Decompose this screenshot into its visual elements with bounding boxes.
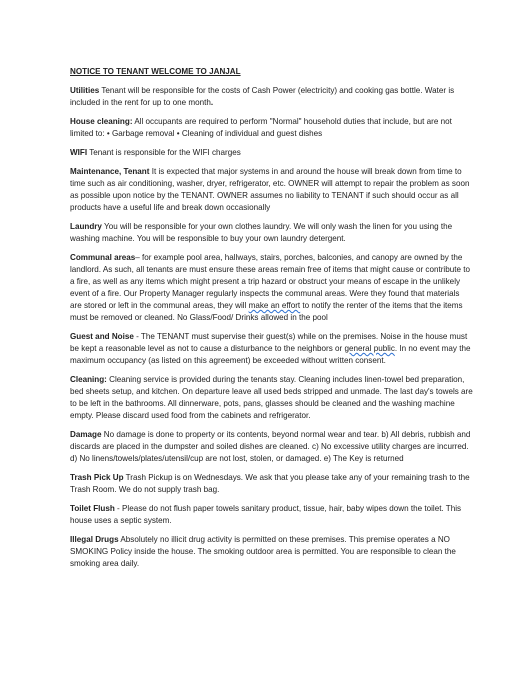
spellcheck-underlined-text: general public (344, 344, 395, 353)
section-heading: Trash Pick Up (70, 473, 124, 482)
section-text: - Please do not flush paper towels sanitary product, tissue, hair, baby wipes down the toilet. This house uses a septic system. (70, 504, 462, 525)
section-utilities (70, 85, 473, 109)
section-text-continued: . In no event may the maximum occupancy (as listed on this agreement) be exceeded without written consent. (70, 344, 471, 365)
section-text: Tenant is responsible for the WIFI charges (87, 148, 241, 157)
section-text: No damage is done to property or its contents, beyond normal wear and tear. b) All debris, rubbish and discards are placed in the dumpster and soiled dishes are cleaned. c) No excessive utility charges are incurred. d) No linens/towels/plates/utensil/cup are not lost, stolen, or damaged. e) The Key is returned (70, 430, 471, 463)
section-heading: Utilities (70, 86, 100, 95)
section-text: - The TENANT must supervise their guest(s) while on the premises. Noise in the house must be kept a reasonable level as not to cause a disturbance to the neighbors or (70, 332, 468, 353)
section-toilet-flush (70, 503, 473, 527)
section-text: Cleaning service is provided during the tenants stay. Cleaning includes linen-towel bed preparation, bed sheets setup, and kitchen. On departure leave all used beds stripped and unmade. The last day's towels are to be left in the bathrooms. All dinnerware, pots, pans, glasses should be cleaned and the washing machine empty. Please discard used food from the cabinets and refrigerator. (70, 375, 473, 420)
section-damage (70, 429, 473, 465)
section-text: Tenant will be responsible for the costs of Cash Power (electricity) and cooking gas bottle. Water is included in the rent for up to one month (70, 86, 455, 107)
section-text: You will be responsible for your own clothes laundry. We will only wash the linen for you using the washing machine. You will be responsible to buy your own laundry detergent. (70, 222, 453, 243)
section-heading: Communal areas (70, 253, 136, 262)
section-heading: WIFI (70, 148, 88, 157)
section-text: It is expected that major systems in and around the house will break down from time to time such as air conditioning, washer, dryer, refrigerator, etc. OWNER will attempt to repair the problem as soon as possible upon notice by the TENANT. OWNER assumes no liability to TENANT if such should occur as all products have a useful life and break down occasionally (70, 167, 470, 212)
section-cleaning (70, 374, 473, 422)
section-heading: Cleaning: (70, 375, 107, 384)
section-text: – for example pool area, hallways, stairs, porches, balconies, and canopy are owned by the landlord. As such, all tenants are must ensure these areas remain free of items that might cause or contribute to a fire, as well as any items which might present a trip hazard or obstruct your means of escape in the unlikely event of a fire. Our Property Manager regularly inspects the communal areas. Were they found that materials are stored or left in the communal areas, they will (70, 253, 470, 310)
section-wifi (70, 147, 473, 159)
section-heading: Damage (70, 430, 102, 439)
section-text: All occupants are required to perform "Normal" household duties that include, but are not limited to: • Garbage removal • Cleaning of individual and guest dishes (70, 117, 452, 138)
section-heading: Laundry (70, 222, 102, 231)
section-laundry (70, 221, 473, 245)
section-heading: Guest and Noise (70, 332, 134, 341)
section-heading: Toilet Flush (70, 504, 115, 513)
section-communal-areas (70, 252, 473, 324)
section-heading: House cleaning: (70, 117, 133, 126)
section-heading: Maintenance, Tenant (70, 167, 150, 176)
section-trash-pick-up (70, 472, 473, 496)
section-text-end: . (210, 98, 214, 107)
section-maintenance (70, 166, 473, 214)
section-heading: Illegal Drugs (70, 535, 119, 544)
spellcheck-underlined-text: make an effort (248, 301, 301, 310)
section-text: Absolutely no illicit drug activity is permitted on these premises. This premise operates a NO SMOKING Policy inside the house. The smoking outdoor area is permitted. You are responsible to clean the smoking area daily. (70, 535, 456, 568)
section-text-continued: to notify the renter of the items that the items must be removed or cleaned. No Glass/Food/ Drinks allowed in the pool (70, 301, 463, 322)
section-house-cleaning (70, 116, 473, 140)
section-illegal-drugs (70, 534, 473, 570)
section-guest-and-noise (70, 331, 473, 367)
section-text: Trash Pickup is on Wednesdays. We ask that you please take any of your remaining trash to the Trash Room. We do not supply trash bag. (70, 473, 470, 494)
page-title: NOTICE TO TENANT WELCOME TO JANJAL (70, 67, 241, 76)
